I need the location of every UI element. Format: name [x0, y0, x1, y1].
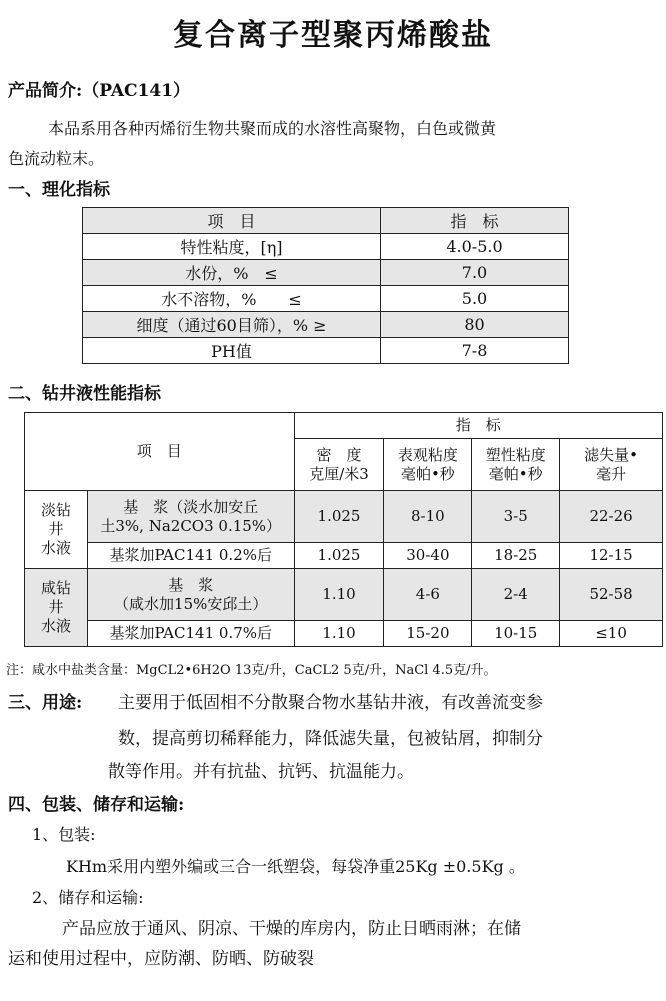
section4-heading: 四、包装、储存和运输: — [8, 795, 185, 815]
row-label: 基 浆（淡水加安丘 土3%, Na2CO3 0.15%） — [87, 491, 294, 543]
row-label: 基 浆 （咸水加15%安邱土） — [87, 569, 294, 621]
value-cell: 1.10 — [294, 569, 384, 621]
usage-line-1: 主要用于低固相不分散聚合物水基钻井液，有改善流变参 — [118, 693, 543, 713]
storage-line-2: 运和使用过程中，应防潮、防晒、防破裂 — [8, 949, 314, 969]
item-cell: 水不溶物，% ≤ — [83, 286, 381, 312]
item-cell: 特性粘度，[η] — [83, 234, 381, 260]
header-index: 指 标 — [294, 413, 662, 439]
section2-heading: 二、钻井液性能指标 — [8, 384, 161, 404]
column-header-plastic-viscosity: 塑性粘度 毫帕•秒 — [472, 439, 560, 491]
usage-line-3: 散等作用。并有抗盐、抗钙、抗温能力。 — [108, 762, 414, 782]
section1-heading: 一、理化指标 — [8, 180, 110, 200]
header-index: 指 标 — [381, 208, 569, 234]
physchem-table — [82, 207, 569, 364]
header-item: 项 目 — [83, 208, 381, 234]
column-header-density: 密 度 克厘/米3 — [294, 439, 384, 491]
value-cell: 7.0 — [381, 260, 569, 286]
table-row — [25, 491, 663, 543]
salt-content-note: 注：咸水中盐类含量：MgCL2•6H2O 13克/升，CaCL2 5克/升，NaCl 4.5克/升。 — [6, 663, 497, 678]
usage-line-2: 数，提高剪切稀释能力，降低滤失量，包被钻屑，抑制分 — [118, 729, 543, 749]
section3-heading: 三、用途: — [8, 693, 83, 713]
table-row — [83, 286, 569, 312]
value-cell: 22-26 — [560, 491, 663, 543]
value-cell: 10-15 — [472, 621, 560, 647]
value-cell: 4.0-5.0 — [381, 234, 569, 260]
value-cell: 12-15 — [560, 543, 663, 569]
row-label: 基浆加PAC141 0.2%后 — [87, 543, 294, 569]
table-row — [83, 260, 569, 286]
value-cell: 1.10 — [294, 621, 384, 647]
table-row — [83, 312, 569, 338]
value-cell: 30-40 — [384, 543, 472, 569]
value-cell: 3-5 — [472, 491, 560, 543]
item-cell: 水份，% ≤ — [83, 260, 381, 286]
group-label-salt: 咸钻 井 水液 — [25, 569, 88, 647]
value-cell: 1.025 — [294, 543, 384, 569]
item-cell: 细度（通过60目筛），% ≥ — [83, 312, 381, 338]
column-header-filtration-loss: 滤失量• 毫升 — [560, 439, 663, 491]
packaging-title: 1、包装: — [32, 825, 96, 844]
table-row — [25, 543, 663, 569]
value-cell: 8-10 — [384, 491, 472, 543]
drilling-fluid-table — [24, 412, 663, 647]
item-cell: PH值 — [83, 338, 381, 364]
column-header-apparent-viscosity: 表观粘度 毫帕•秒 — [384, 439, 472, 491]
value-cell: ≤10 — [560, 621, 663, 647]
value-cell: 80 — [381, 312, 569, 338]
table-header-row — [25, 413, 663, 439]
intro-heading: 产品简介:（PAC141） — [8, 81, 191, 101]
intro-line-1: 本品系用各种丙烯衍生物共聚而成的水溶性高聚物，白色或微黄 — [48, 119, 497, 138]
value-cell: 1.025 — [294, 491, 384, 543]
table-row — [83, 234, 569, 260]
storage-title: 2、储存和运输: — [32, 888, 144, 907]
row-label: 基浆加PAC141 0.7%后 — [87, 621, 294, 647]
value-cell: 7-8 — [381, 338, 569, 364]
storage-line-1: 产品应放于通风、阴凉、干燥的库房内，防止日晒雨淋；在储 — [62, 919, 521, 939]
value-cell: 18-25 — [472, 543, 560, 569]
table-row — [25, 621, 663, 647]
value-cell: 15-20 — [384, 621, 472, 647]
table-header-row — [83, 208, 569, 234]
value-cell: 52-58 — [560, 569, 663, 621]
packaging-text: KHm采用内塑外编或三合一纸塑袋，每袋净重25Kg ±0.5Kg 。 — [66, 857, 525, 876]
value-cell: 5.0 — [381, 286, 569, 312]
group-label-fresh: 淡钻 井 水液 — [25, 491, 88, 569]
table-row — [25, 569, 663, 621]
header-item: 项 目 — [25, 413, 295, 491]
table-row — [83, 338, 569, 364]
value-cell: 4-6 — [384, 569, 472, 621]
value-cell: 2-4 — [472, 569, 560, 621]
intro-line-2: 色流动粒末。 — [8, 149, 105, 168]
document-title: 复合离子型聚丙烯酸盐 — [173, 18, 493, 53]
